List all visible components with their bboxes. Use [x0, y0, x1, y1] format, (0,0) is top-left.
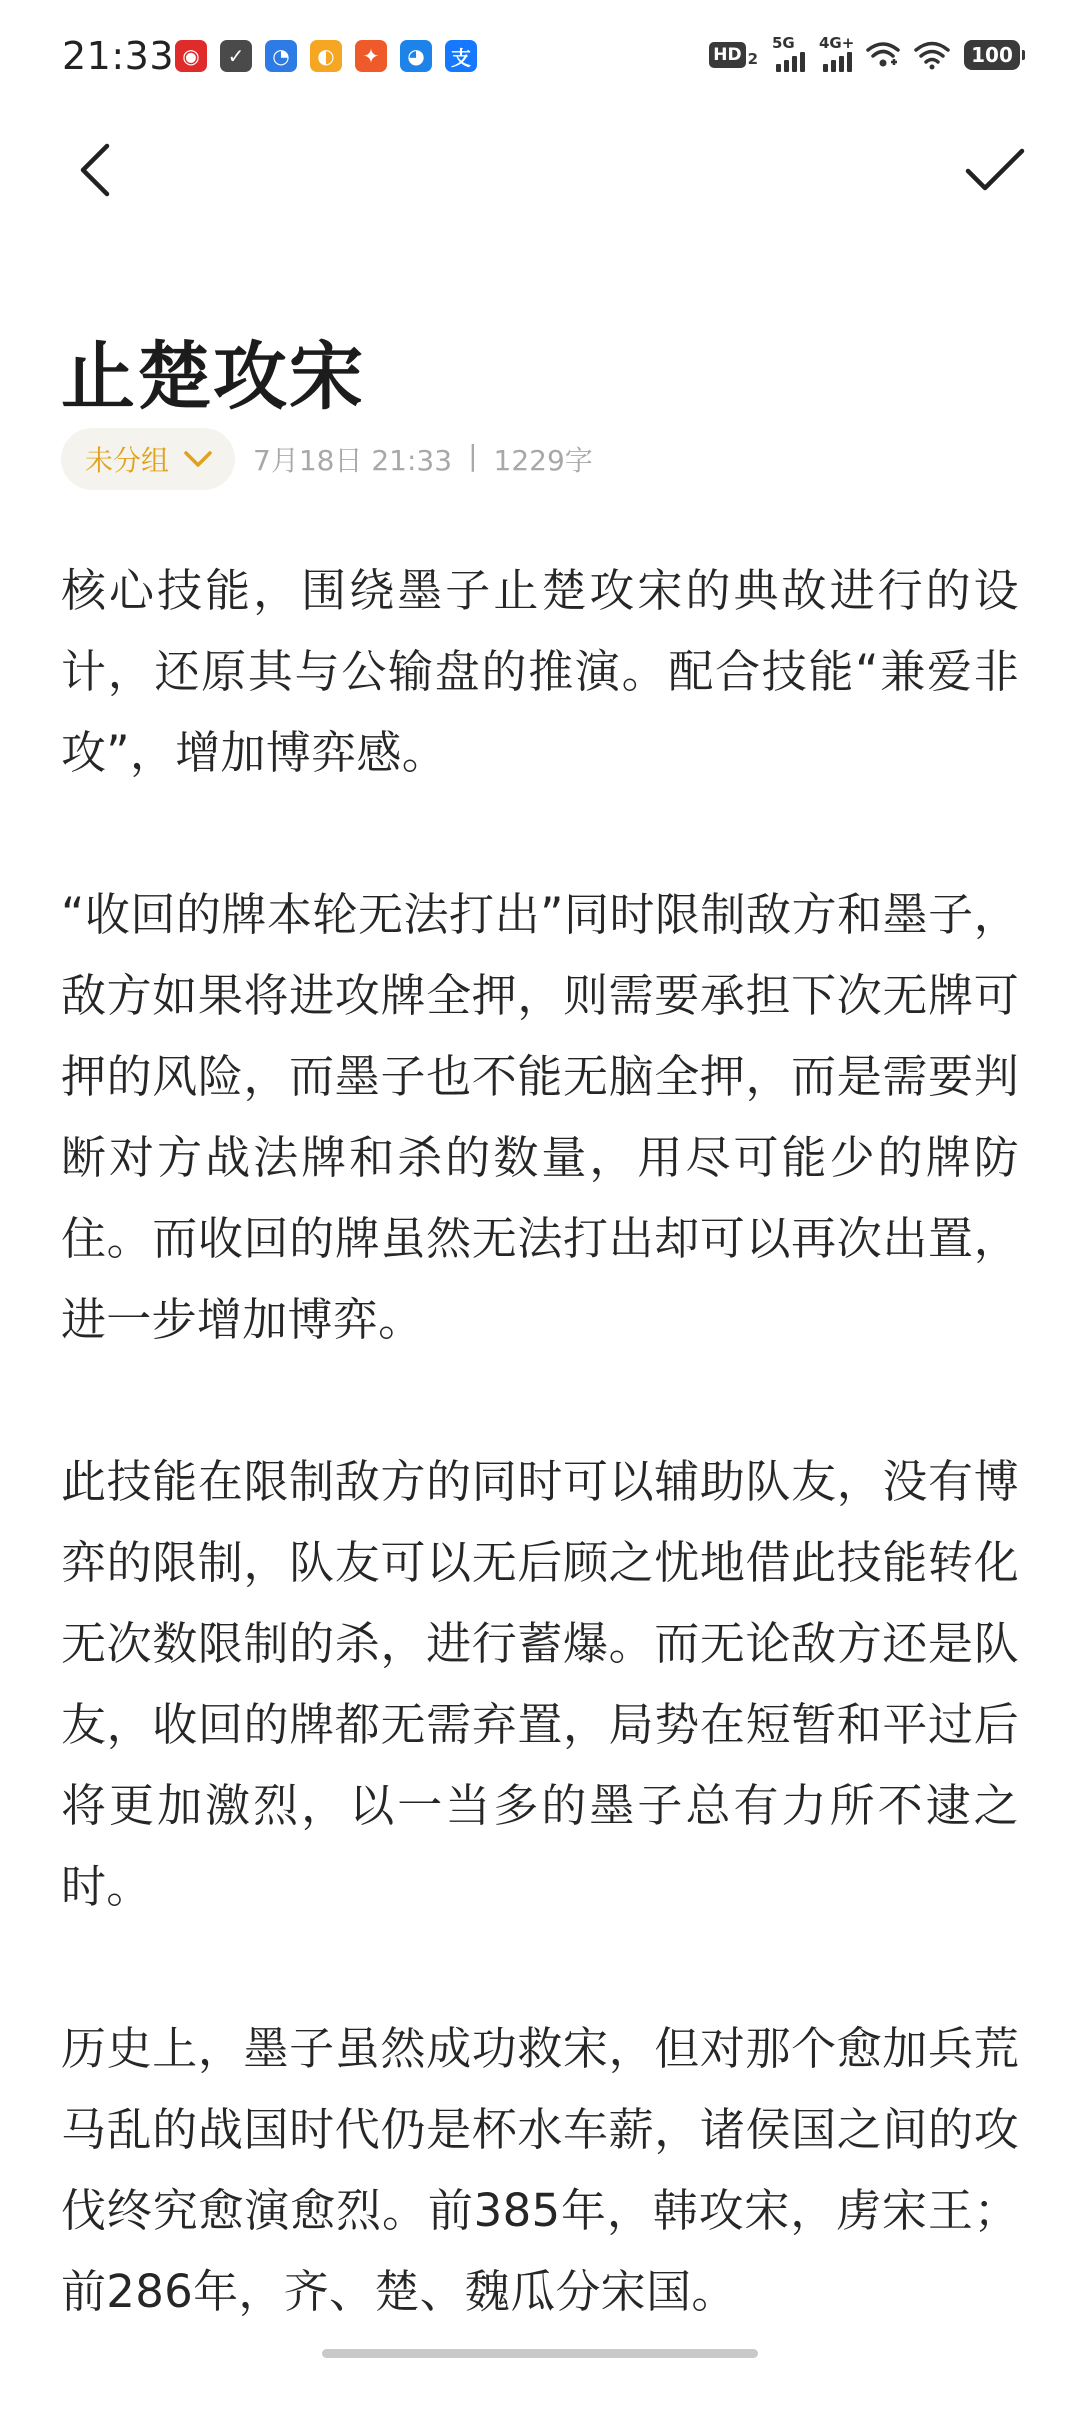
sim1-signal-icon [772, 34, 805, 72]
note-body[interactable] [61, 550, 1019, 2413]
alipay-icon: 支 [445, 40, 477, 72]
group-label: 未分组 [85, 444, 170, 477]
chat-app-icon: ◕ [400, 40, 432, 72]
wifi-icon [914, 40, 950, 70]
status-bar [0, 0, 1080, 118]
sim2-network-label: 4G+ [819, 34, 855, 52]
hd-voice-icon [709, 42, 758, 68]
paragraph: 核心技能，围绕墨子止楚攻宋的典故进行的设计，还原其与公输盘的推演。配合技能“兼爱非攻”，增加博弈感。 [61, 564, 1019, 779]
back-button[interactable] [50, 125, 140, 215]
note-title[interactable]: 止楚攻宋 [61, 334, 365, 420]
system-icons [709, 34, 1020, 72]
shopping-app-icon: ✦ [355, 40, 387, 72]
note-meta-row [61, 428, 593, 490]
sim2-signal-icon [819, 34, 855, 72]
meta-separator: | [468, 439, 478, 472]
hd-sub-label: 2 [747, 50, 758, 68]
paragraph: 历史上，墨子虽然成功救宋，但对那个愈加兵荒马乱的战国时代仍是杯水车薪，诸侯国之间的攻伐终究愈演愈烈。前385年，韩攻宋，虏宋王；前286年，齐、楚、魏瓜分宋国。 [61, 2022, 1019, 2318]
note-date: 7月18日 21:33 [253, 444, 453, 477]
gesture-nav-handle[interactable] [322, 2349, 758, 2358]
chevron-down-icon [183, 450, 213, 468]
clipboard-check-icon: ✓ [220, 40, 252, 72]
sim1-network-label: 5G [772, 34, 795, 52]
note-meta-info [253, 439, 593, 479]
word-count: 1229字 [493, 444, 593, 477]
chevron-left-icon [75, 140, 115, 200]
checkmark-icon [963, 145, 1027, 195]
netease-music-icon: ◉ [175, 40, 207, 72]
hd-label: HD [709, 42, 745, 68]
weibo-icon: ◐ [310, 40, 342, 72]
paragraph: 此技能在限制敌方的同时可以辅助队友，没有博弈的限制，队友可以无后顾之忧地借此技能转化无次数限制的杀，进行蓄爆。而无论敌方还是队友，收回的牌都无需弃置，局势在短暂和平过后将更加激烈，以一当多的墨子总有力所不逮之时。 [61, 1455, 1019, 1913]
notification-icons [175, 40, 477, 72]
hotspot-icon [866, 40, 900, 70]
paragraph: “收回的牌本轮无法打出”同时限制敌方和墨子，敌方如果将进攻牌全押，则需要承担下次无牌可押的风险，而墨子也不能无脑全押，而是需要判断对方战法牌和杀的数量，用尽可能少的牌防住。而收回的牌虽然无法打出却可以再次出置，进一步增加博弈。 [61, 888, 1019, 1346]
battery-icon: 100 [964, 40, 1020, 70]
browser-icon: ◔ [265, 40, 297, 72]
group-selector[interactable] [61, 428, 235, 490]
done-button[interactable] [950, 125, 1040, 215]
status-time: 21:33 [62, 34, 175, 78]
